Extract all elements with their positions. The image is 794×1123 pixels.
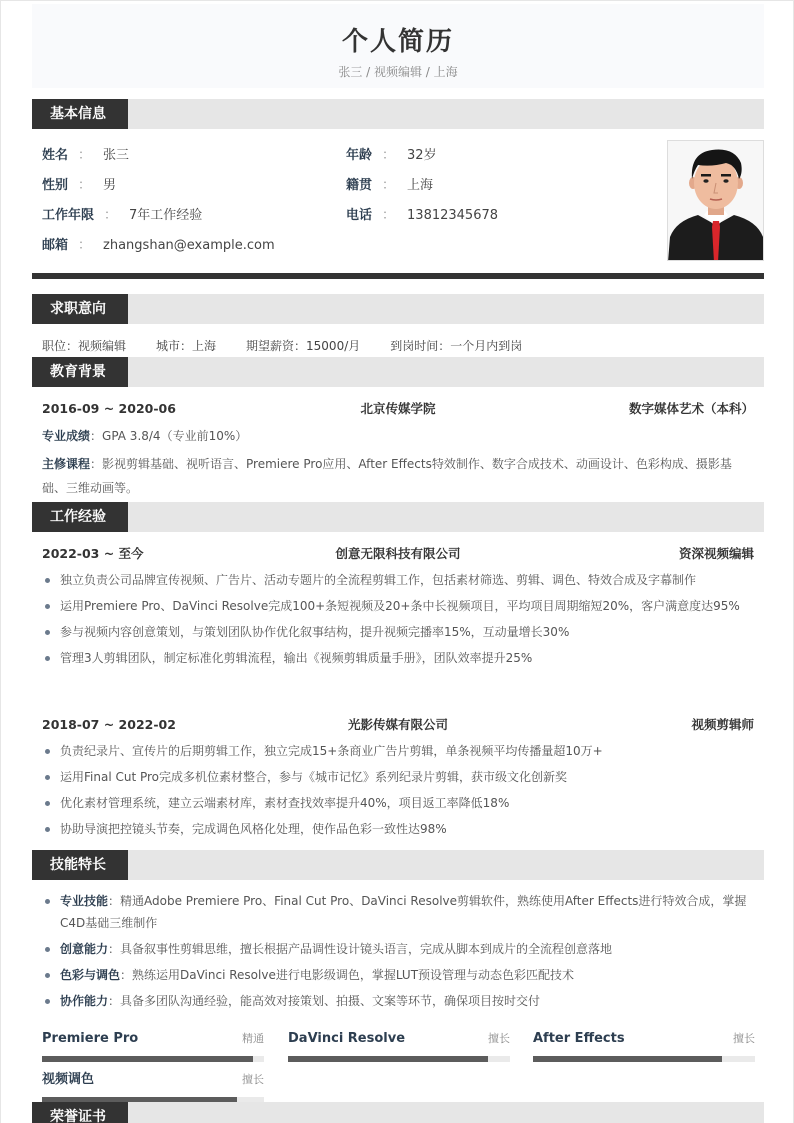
section-header-education (32, 357, 764, 387)
list-item: 色彩与调色：熟练运用DaVinci Resolve进行电影级调色，掌握LUT预设管理与动态色彩匹配技术 (42, 964, 754, 986)
list-item: 管理3人剪辑团队，制定标准化剪辑流程，输出《视频剪辑质量手册》，团队效率提升25% (42, 647, 754, 669)
work-period: 2022-03 ~ 至今 (42, 546, 144, 561)
info-email: 邮箱 ： zhangshan@example.com (42, 238, 275, 253)
info-value: 32岁 (407, 148, 437, 163)
intent-city: 城市：上海 (156, 339, 217, 353)
education-row (42, 400, 754, 418)
section-title: 基本信息 (32, 99, 128, 129)
list-item: 创意能力：具备叙事性剪辑思维，擅长根据产品调性设计镜头语言，完成从脚本到成片的全流程创意落地 (42, 938, 754, 960)
work-duties (42, 740, 754, 844)
skill-fill (533, 1056, 722, 1062)
info-value: 13812345678 (407, 208, 499, 223)
work-period: 2018-07 ~ 2022-02 (42, 717, 176, 732)
section-title: 教育背景 (32, 357, 128, 387)
info-label: 性别 (42, 178, 69, 193)
skill-track (288, 1056, 510, 1062)
list-item: 运用Final Cut Pro完成多机位素材整合，参与《城市记忆》系列纪录片剪辑，获市级文化创新奖 (42, 766, 754, 788)
intent-salary: 期望薪资：15000/月 (246, 339, 361, 353)
info-age: 年龄 ： 32岁 (346, 148, 437, 163)
info-native: 籍贯 ： 上海 (346, 178, 434, 193)
work-title: 资深视频编辑 (678, 546, 754, 561)
skill-bar (533, 1030, 755, 1062)
list-item: 优化素材管理系统，建立云端素材库，素材查找效率提升40%，项目返工率降低18% (42, 792, 754, 814)
gpa-value: ：GPA 3.8/4（专业前10%） (90, 429, 248, 443)
info-label: 籍贯 (346, 178, 373, 193)
info-label: 姓名 (42, 148, 69, 163)
work-row (42, 545, 754, 563)
education-school: 北京传媒学院 (360, 401, 436, 416)
job-intent (42, 337, 552, 355)
page-subtitle: 张三 / 视频编辑 / 上海 (338, 65, 458, 79)
skill-track (42, 1056, 264, 1062)
skill-level: 精通 (242, 1032, 264, 1045)
info-name: 姓名 ： 张三 (42, 148, 130, 163)
skill-bar (42, 1030, 264, 1062)
courses-value: ：影视剪辑基础、视听语言、Premiere Pro应用、After Effects特效制作、数字合成技术、动画设计、色彩构成、摄影基础、三维动画等。 (42, 457, 732, 495)
skill-track (533, 1056, 755, 1062)
list-item: 独立负责公司品牌宣传视频、广告片、活动专题片的全流程剪辑工作，包括素材筛选、剪辑、调色、特效合成及字幕制作 (42, 569, 754, 591)
section-divider (32, 273, 764, 279)
skill-name: DaVinci Resolve (288, 1031, 406, 1046)
skill-name: 视频调色 (42, 1072, 95, 1087)
resume-header (32, 4, 764, 88)
section-header-basic (32, 99, 764, 129)
education-major: 数字媒体艺术（本科） (628, 401, 754, 416)
skill-bar (42, 1071, 264, 1103)
skill-bar (288, 1030, 510, 1062)
list-item: 专业技能：精通Adobe Premiere Pro、Final Cut Pro、DaVinci Resolve剪辑软件，熟练使用After Effects进行特效合成，掌握C4D基础三维制作 (42, 890, 754, 934)
list-item: 参与视频内容创意策划，与策划团队协作优化叙事结构，提升视频完播率15%，互动量增长30% (42, 621, 754, 643)
education-courses (42, 452, 754, 500)
work-company: 创意无限科技有限公司 (335, 546, 461, 561)
education-period: 2016-09 ~ 2020-06 (42, 401, 176, 416)
skill-name: Premiere Pro (42, 1031, 139, 1046)
avatar (667, 140, 764, 261)
intent-arrival: 到岗时间：一个月内到岗 (390, 339, 523, 353)
work-title: 视频剪辑师 (691, 717, 754, 732)
info-value: 上海 (407, 178, 434, 193)
skill-name: After Effects (533, 1031, 625, 1046)
skill-level: 擅长 (488, 1032, 510, 1045)
skill-fill (288, 1056, 488, 1062)
list-item: 协助导演把控镜头节奏，完成调色风格化处理，使作品色彩一致性达98% (42, 818, 754, 840)
education-gpa (42, 424, 754, 448)
info-years: 工作年限 ： 7年工作经验 (42, 208, 203, 223)
intent-position: 职位：视频编辑 (42, 339, 127, 353)
section-header-work (32, 502, 764, 532)
work-duties (42, 569, 754, 673)
skills-list (42, 890, 754, 1016)
section-header-honors (32, 1102, 764, 1123)
work-row (42, 716, 754, 734)
info-label: 年龄 (346, 148, 373, 163)
work-company: 光影传媒有限公司 (347, 717, 448, 732)
list-item: 负责纪录片、宣传片的后期剪辑工作，独立完成15+条商业广告片剪辑，单条视频平均传播量超10万+ (42, 740, 754, 762)
info-gender: 性别 ： 男 (42, 178, 117, 193)
info-value: 男 (103, 178, 117, 193)
courses-label: 主修课程 (42, 457, 91, 471)
section-title: 荣誉证书 (32, 1102, 128, 1123)
info-value: zhangshan@example.com (103, 238, 275, 253)
skill-level: 擅长 (733, 1032, 755, 1045)
list-item: 协作能力：具备多团队沟通经验，能高效对接策划、拍摄、文案等环节，确保项目按时交付 (42, 990, 754, 1012)
info-value: 7年工作经验 (129, 208, 203, 223)
info-phone: 电话 ： 13812345678 (346, 208, 499, 223)
section-title: 求职意向 (32, 294, 128, 324)
skill-fill (42, 1056, 253, 1062)
info-label: 电话 (346, 208, 373, 223)
list-item: 运用Premiere Pro、DaVinci Resolve完成100+条短视频及20+条中长视频项目，平均项目周期缩短20%，客户满意度达95% (42, 595, 754, 617)
avatar-portrait-icon (668, 141, 764, 261)
page-title: 个人简历 (341, 27, 454, 57)
section-title: 技能特长 (32, 850, 128, 880)
section-title: 工作经验 (32, 502, 128, 532)
section-header-intent (32, 294, 764, 324)
gpa-label: 专业成绩 (42, 429, 91, 443)
info-label: 工作年限 (42, 208, 95, 223)
info-label: 邮箱 (42, 238, 69, 253)
skill-level: 擅长 (242, 1073, 264, 1086)
info-value: 张三 (103, 148, 130, 163)
section-header-skills (32, 850, 764, 880)
